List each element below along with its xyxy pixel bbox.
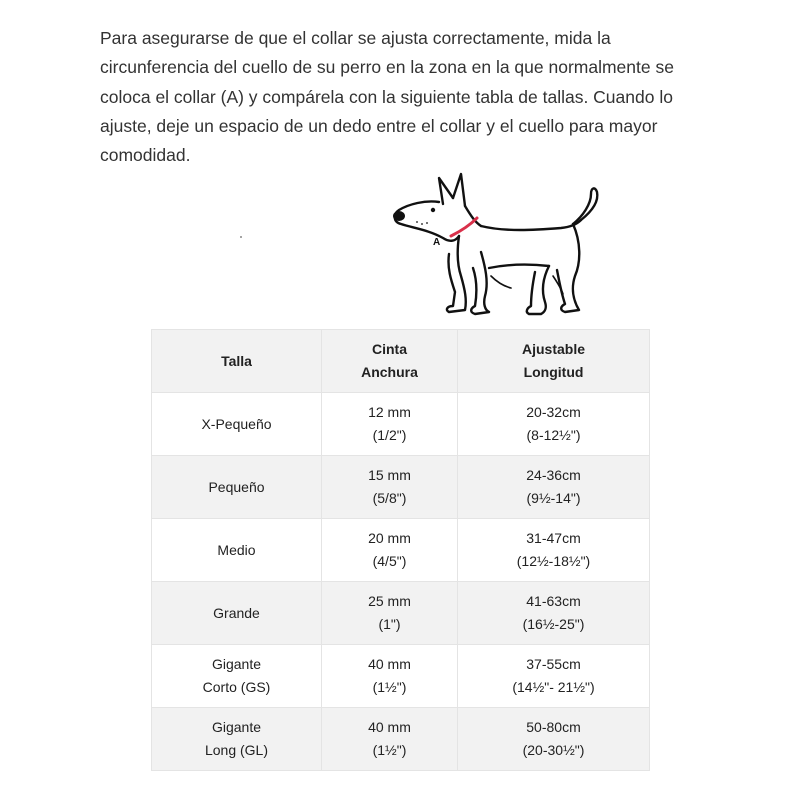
cell-size: Grande	[152, 582, 322, 645]
cell-size: Gigante Long (GL)	[152, 708, 322, 771]
dog-back	[481, 220, 581, 230]
dog-head	[395, 201, 459, 240]
cell-width: 20 mm (4/5")	[322, 519, 458, 582]
table-row	[152, 456, 650, 519]
dog-hind-leg	[557, 224, 579, 312]
table-row	[152, 582, 650, 645]
cell-width: 25 mm (1")	[322, 582, 458, 645]
cell-width: 12 mm (1/2")	[322, 393, 458, 456]
cell-length: 41-63cm (16½-25")	[458, 582, 650, 645]
dog-belly	[489, 265, 549, 268]
dog-ear-back	[439, 178, 453, 204]
cell-width: 40 mm (1½")	[322, 708, 458, 771]
dog-tail	[573, 188, 597, 224]
cell-length: 24-36cm (9½-14")	[458, 456, 650, 519]
cell-size: Pequeño	[152, 456, 322, 519]
cell-size: X-Pequeño	[152, 393, 322, 456]
intro-paragraph: Para asegurarse de que el collar se ajusta correctamente, mida la circunferencia del cuello de su perro en la zona en la que normalmente se coloca el collar (A) y compárela con la siguiente tabla de tallas. Cuando lo ajuste, deje un espacio de un dedo entre el collar y el cuello para mayor comodidad.	[100, 28, 674, 166]
table-row	[152, 645, 650, 708]
dog-ear-front	[453, 174, 465, 206]
collar-marker-label: A	[433, 237, 441, 248]
table-row	[152, 708, 650, 771]
stray-dot	[240, 236, 242, 238]
cell-length: 37-55cm (14½"- 21½")	[458, 645, 650, 708]
cell-length: 31-47cm (12½-18½")	[458, 519, 650, 582]
collar	[451, 218, 477, 236]
dog-nose	[393, 211, 405, 221]
header-size: Talla	[152, 330, 322, 393]
cell-size: Gigante Corto (GS)	[152, 645, 322, 708]
cell-width: 15 mm (5/8")	[322, 456, 458, 519]
size-table	[151, 329, 650, 771]
cell-size: Medio	[152, 519, 322, 582]
dog-illustration	[385, 172, 610, 324]
header-width: Cinta Anchura	[322, 330, 458, 393]
dog-front-leg	[447, 236, 466, 312]
cell-length: 20-32cm (8-12½")	[458, 393, 650, 456]
table-header-row	[152, 330, 650, 393]
table-row	[152, 393, 650, 456]
header-length: Ajustable Longitud	[458, 330, 650, 393]
table-row	[152, 519, 650, 582]
cell-width: 40 mm (1½")	[322, 645, 458, 708]
dog-eye	[431, 208, 435, 212]
cell-length: 50-80cm (20-30½")	[458, 708, 650, 771]
